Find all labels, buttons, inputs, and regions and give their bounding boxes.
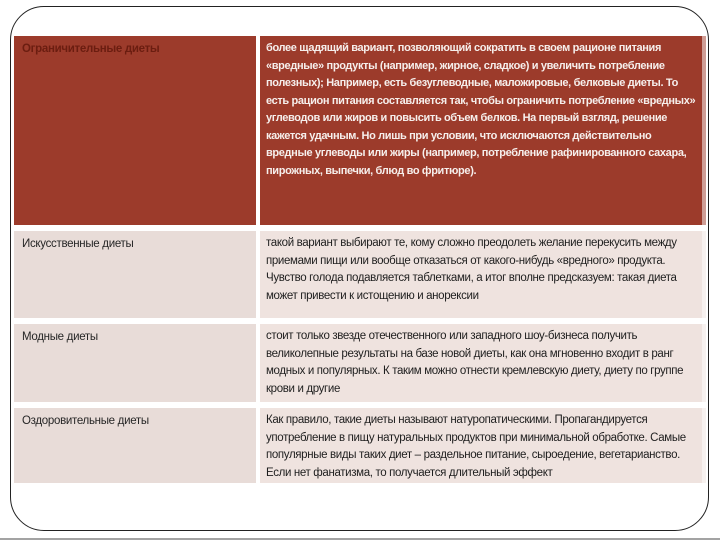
diet-name-cell: Ограничительные диеты xyxy=(14,36,256,225)
table-row xyxy=(14,231,706,318)
table-row xyxy=(14,324,706,402)
table-row xyxy=(14,408,706,483)
diet-description-cell: более щадящий вариант, позволяющий сократить в своем рационе питания «вредные» продукты (например, жирное, сладкое) и увеличить потребление полезных); Например, есть безуглеводные, маложировые, белковые диеты. То есть рацион питания составляется так, чтобы ограничить потребление «вредных» углеводов или жиров и повысить объем белков. На первый взгляд, решение кажется удачным. Но лишь при условии, что исключаются действительно вредные углеводы или жиры (например, потребление рафинированного сахара, пирожных, выпечки, блюд во фритюре). xyxy=(260,36,706,225)
diet-types-table xyxy=(14,36,706,483)
diet-description-cell: стоит только звезде отечественного или западного шоу-бизнеса получить великолепные результаты на базе новой диеты, как она мгновенно входит в ранг модных и популярных. К таким можно отнести кремлевскую диету, диету по группе крови и другие xyxy=(260,324,706,402)
diet-description-cell: такой вариант выбирают те, кому сложно преодолеть желание перекусить между приемами пищи или вообще отказаться от какого-нибудь «вредного» продукта. Чувство голода подавляется таблетками, а итог вполне предсказуем: такая диета может привести к истощению и анорексии xyxy=(260,231,706,318)
diet-name-cell: Оздоровительные диеты xyxy=(14,408,256,483)
diet-name-cell: Искусственные диеты xyxy=(14,231,256,318)
diet-description-cell: Как правило, такие диеты называют натуропатическими. Пропагандируется употребление в пищу натуральных продуктов при минимальной обработке. Самые популярные виды таких диет – раздельное питание, сыроедение, вегетарианство. Если нет фанатизма, то получается длительный эффект xyxy=(260,408,706,483)
table-row xyxy=(14,36,706,225)
diet-name-cell: Модные диеты xyxy=(14,324,256,402)
